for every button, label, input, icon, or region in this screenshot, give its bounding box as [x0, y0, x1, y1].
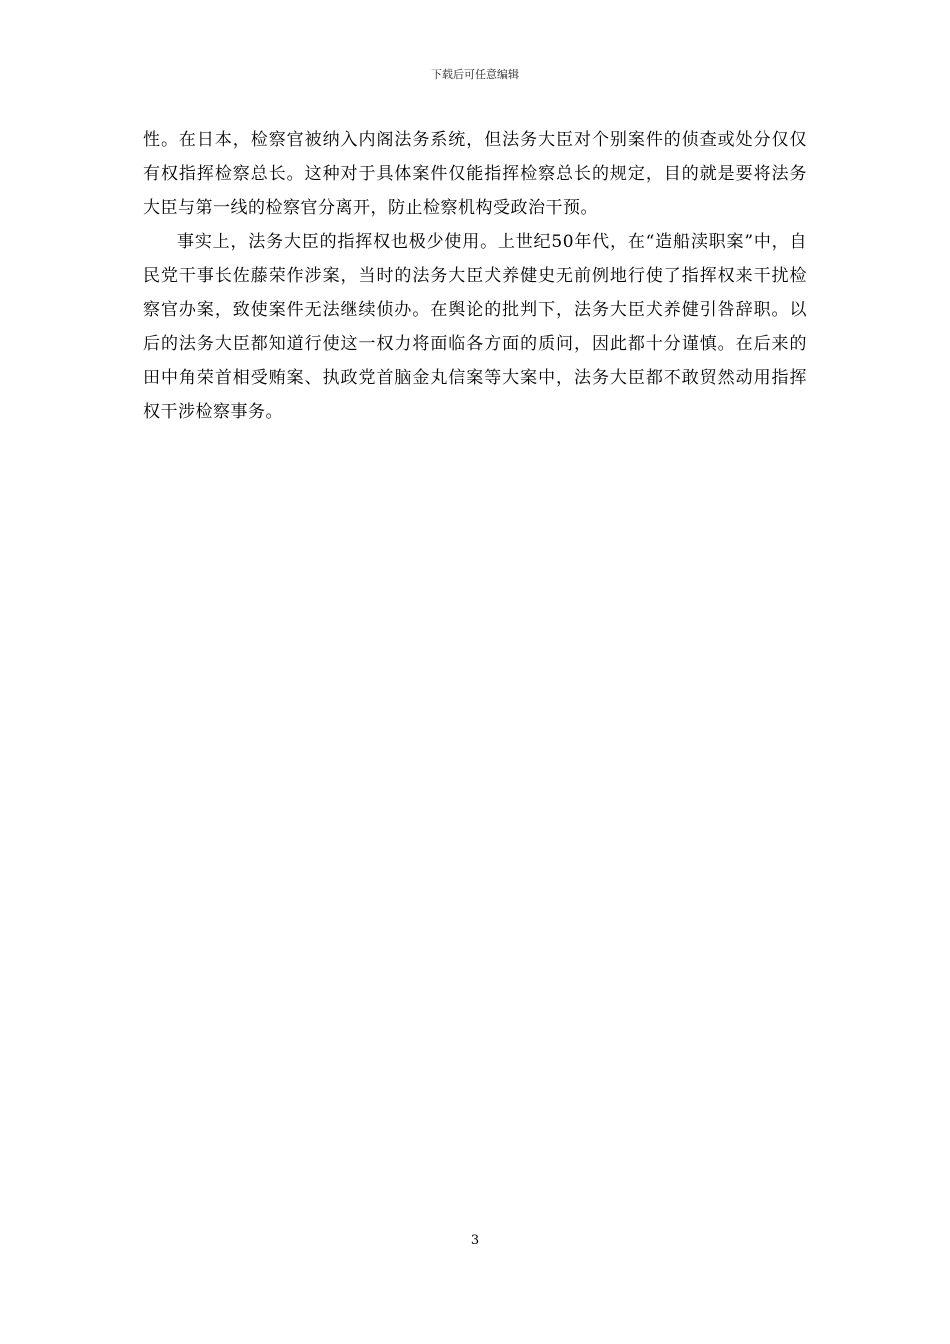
- paragraph-2: 事实上，法务大臣的指挥权也极少使用。上世纪50年代，在“造船渎职案”中，自民党干事长佐藤荣作涉案，当时的法务大臣犬养健史无前例地行使了指挥权来干扰检察官办案，致使案件无法继续侦办。在舆论的批判下，法务大臣犬养健引咎辞职。以后的法务大臣都知道行使这一权力将面临各方面的质问，因此都十分谨慎。在后来的田中角荣首相受贿案、执政党首脑金丸信案等大案中，法务大臣都不敢贸然动用指挥权干涉检察事务。: [143, 232, 807, 422]
- page-number: 3: [470, 1233, 480, 1248]
- paragraph-1: 性。在日本，检察官被纳入内阁法务系统，但法务大臣对个别案件的侦查或处分仅仅有权指挥检察总长。这种对于具体案件仅能指挥检察总长的规定，目的就是要将法务大臣与第一线的检察官分离开，防止检察机构受政治干预。: [143, 130, 807, 218]
- header-note: 下载后可任意编辑: [431, 68, 519, 81]
- document-body: [143, 123, 807, 429]
